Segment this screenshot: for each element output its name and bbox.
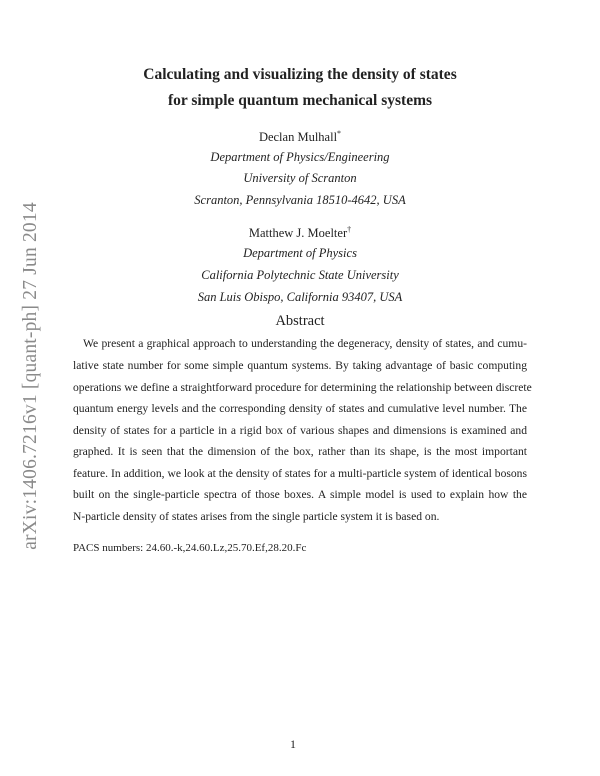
pacs-numbers: PACS numbers: 24.60.-k,24.60.Lz,25.70.Ef,28.20.Fc xyxy=(73,542,307,554)
footnote-mark: † xyxy=(347,225,352,234)
abstract-line: We present a graphical approach to understanding the degeneracy, density of states, and cumu- xyxy=(83,337,527,350)
abstract-line: N-particle density of states arises from the single particle system it is based on. xyxy=(73,510,440,523)
author-1-department: Department of Physics/Engineering xyxy=(210,150,390,164)
paper-title-line-2: for simple quantum mechanical systems xyxy=(167,92,433,109)
author-1 xyxy=(0,129,600,145)
abstract-line: graphed. It is seen that the dimension of the box, rather than its shape, is the most important xyxy=(73,445,527,458)
abstract-line: quantum energy levels and the corresponding density of states and cumulative level number. The xyxy=(73,402,527,415)
paper-title-line-1: Calculating and visualizing the density of states xyxy=(143,66,457,83)
author-1-address: Scranton, Pennsylvania 18510-4642, USA xyxy=(194,193,406,207)
author-name: Declan Mulhall xyxy=(258,130,338,145)
author-2-address: San Luis Obispo, California 93407, USA xyxy=(197,290,403,304)
abstract-heading: Abstract xyxy=(275,313,325,329)
arxiv-identifier-sidebar: arXiv:1406.7216v1 [quant-ph] 27 Jun 2014 xyxy=(20,202,41,550)
page-number: 1 xyxy=(290,737,296,751)
author-2 xyxy=(0,225,600,241)
abstract-line: density of states for a particle in a rigid box of various shapes and dimensions is examined and xyxy=(73,424,527,437)
abstract-line: feature. In addition, we look at the density of states for a multi-particle system of identical bosons xyxy=(73,467,527,480)
author-name: Matthew J. Moelter xyxy=(248,226,348,241)
author-1-university: University of Scranton xyxy=(243,171,357,185)
author-2-department: Department of Physics xyxy=(243,246,357,260)
author-2-university: California Polytechnic State University xyxy=(201,268,399,282)
abstract-line: operations we define a straightforward procedure for determining the relationship between discrete xyxy=(73,381,532,394)
abstract-line: built on the single-particle spectra of those boxes. A simple model is used to explain how the xyxy=(73,488,527,501)
footnote-mark: * xyxy=(337,129,342,138)
abstract-line: lative state number for some simple quantum systems. By taking advantage of basic computing xyxy=(73,359,527,372)
